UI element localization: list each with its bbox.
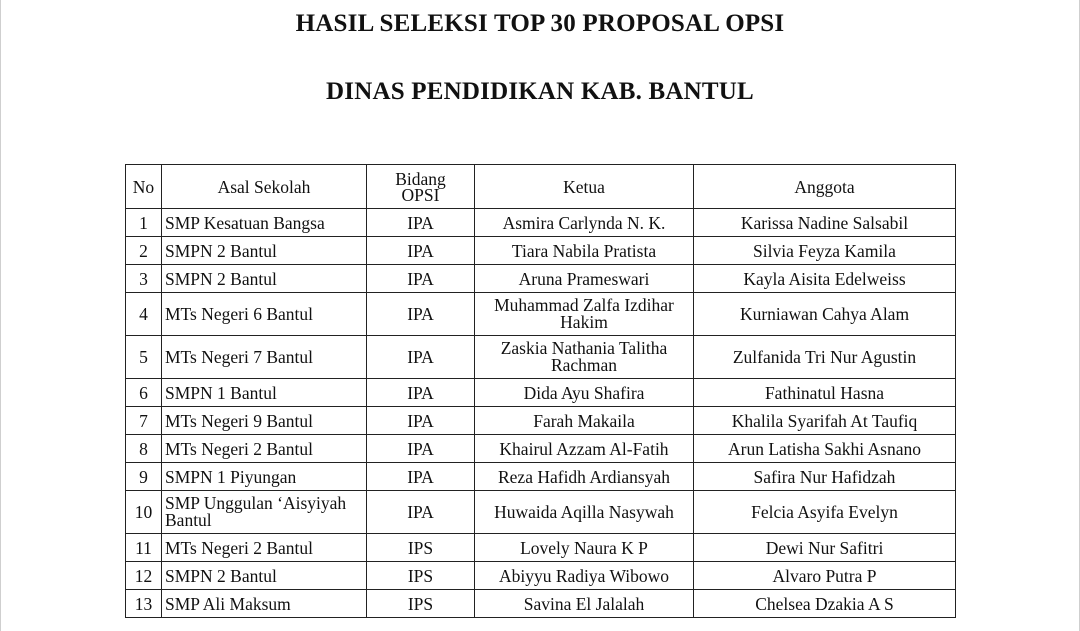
cell-bidang: IPA — [367, 491, 475, 534]
cell-no: 5 — [126, 336, 162, 379]
cell-school: MTs Negeri 7 Bantul — [162, 336, 367, 379]
cell-school: SMPN 1 Piyungan — [162, 463, 367, 491]
cell-no: 3 — [126, 265, 162, 293]
cell-school: MTs Negeri 9 Bantul — [162, 407, 367, 435]
cell-no: 2 — [126, 237, 162, 265]
table-row — [126, 293, 956, 336]
cell-anggota: Chelsea Dzakia A S — [694, 590, 956, 618]
cell-school: MTs Negeri 2 Bantul — [162, 534, 367, 562]
cell-anggota: Dewi Nur Safitri — [694, 534, 956, 562]
cell-anggota: Felcia Asyifa Evelyn — [694, 491, 956, 534]
header-bidang-line2: OPSI — [401, 184, 440, 205]
cell-school: SMPN 2 Bantul — [162, 237, 367, 265]
cell-bidang: IPS — [367, 534, 475, 562]
table-header-row — [126, 165, 956, 209]
cell-bidang: IPA — [367, 209, 475, 237]
cell-anggota: Alvaro Putra P — [694, 562, 956, 590]
cell-school: SMPN 1 Bantul — [162, 379, 367, 407]
table-row — [126, 534, 956, 562]
header-ketua: Ketua — [475, 165, 694, 209]
cell-bidang: IPA — [367, 379, 475, 407]
cell-no: 12 — [126, 562, 162, 590]
cell-school: SMP Ali Maksum — [162, 590, 367, 618]
cell-no: 4 — [126, 293, 162, 336]
cell-bidang: IPA — [367, 293, 475, 336]
cell-no: 9 — [126, 463, 162, 491]
cell-bidang: IPA — [367, 265, 475, 293]
cell-anggota: Karissa Nadine Salsabil — [694, 209, 956, 237]
cell-school: SMPN 2 Bantul — [162, 265, 367, 293]
cell-anggota: Fathinatul Hasna — [694, 379, 956, 407]
table-row — [126, 435, 956, 463]
cell-school: MTs Negeri 6 Bantul — [162, 293, 367, 336]
cell-ketua: Aruna Prameswari — [475, 265, 694, 293]
cell-anggota: Zulfanida Tri Nur Agustin — [694, 336, 956, 379]
header-no: No — [126, 165, 162, 209]
table-row — [126, 590, 956, 618]
cell-bidang: IPA — [367, 237, 475, 265]
cell-ketua: Khairul Azzam Al-Fatih — [475, 435, 694, 463]
cell-no: 8 — [126, 435, 162, 463]
cell-ketua: Tiara Nabila Pratista — [475, 237, 694, 265]
cell-no: 7 — [126, 407, 162, 435]
cell-anggota: Safira Nur Hafidzah — [694, 463, 956, 491]
table-row — [126, 336, 956, 379]
header-anggota: Anggota — [694, 165, 956, 209]
table-row — [126, 265, 956, 293]
table-row — [126, 407, 956, 435]
cell-bidang: IPS — [367, 562, 475, 590]
cell-school: SMP Unggulan ‘Aisyiyah Bantul — [162, 491, 367, 534]
cell-ketua: Reza Hafidh Ardiansyah — [475, 463, 694, 491]
table-row — [126, 209, 956, 237]
header-school: Asal Sekolah — [162, 165, 367, 209]
cell-ketua: Lovely Naura K P — [475, 534, 694, 562]
cell-ketua: Huwaida Aqilla Nasywah — [475, 491, 694, 534]
cell-no: 11 — [126, 534, 162, 562]
cell-school: SMP Kesatuan Bangsa — [162, 209, 367, 237]
table-row — [126, 463, 956, 491]
results-table — [125, 164, 956, 618]
cell-ketua: Muhammad Zalfa Izdihar Hakim — [475, 293, 694, 336]
cell-bidang: IPA — [367, 435, 475, 463]
cell-anggota: Silvia Feyza Kamila — [694, 237, 956, 265]
cell-anggota: Kayla Aisita Edelweiss — [694, 265, 956, 293]
header-bidang-line1: Bidang — [395, 168, 446, 189]
cell-school: SMPN 2 Bantul — [162, 562, 367, 590]
cell-ketua: Dida Ayu Shafira — [475, 379, 694, 407]
table-row — [126, 491, 956, 534]
cell-ketua: Zaskia Nathania Talitha Rachman — [475, 336, 694, 379]
cell-ketua: Farah Makaila — [475, 407, 694, 435]
table-row — [126, 237, 956, 265]
cell-no: 1 — [126, 209, 162, 237]
cell-anggota: Arun Latisha Sakhi Asnano — [694, 435, 956, 463]
cell-bidang: IPA — [367, 463, 475, 491]
cell-school: MTs Negeri 2 Bantul — [162, 435, 367, 463]
cell-no: 13 — [126, 590, 162, 618]
cell-ketua: Abiyyu Radiya Wibowo — [475, 562, 694, 590]
cell-bidang: IPS — [367, 590, 475, 618]
cell-anggota: Kurniawan Cahya Alam — [694, 293, 956, 336]
document-title: HASIL SELEKSI TOP 30 PROPOSAL OPSI — [295, 10, 785, 37]
cell-ketua: Savina El Jalalah — [475, 590, 694, 618]
document-subtitle: DINAS PENDIDIKAN KAB. BANTUL — [326, 78, 754, 105]
table-row — [126, 379, 956, 407]
cell-no: 10 — [126, 491, 162, 534]
cell-no: 6 — [126, 379, 162, 407]
cell-bidang: IPA — [367, 336, 475, 379]
header-bidang — [367, 165, 475, 209]
cell-anggota: Khalila Syarifah At Taufiq — [694, 407, 956, 435]
cell-ketua: Asmira Carlynda N. K. — [475, 209, 694, 237]
cell-bidang: IPA — [367, 407, 475, 435]
table-row — [126, 562, 956, 590]
